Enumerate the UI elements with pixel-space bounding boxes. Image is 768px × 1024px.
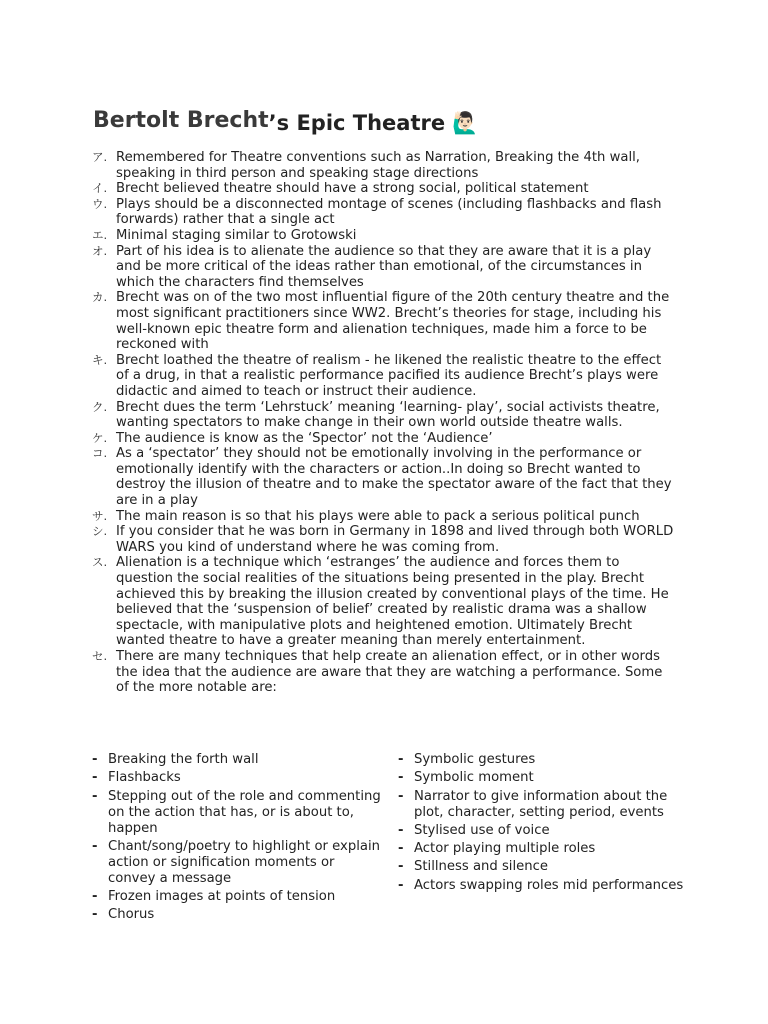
- technique-text: Breaking the forth wall: [108, 752, 259, 767]
- list-marker: シ.: [92, 524, 108, 539]
- list-marker: ウ.: [92, 196, 108, 211]
- list-item-text: If you consider that he was born in Germany in 1898 and lived through both WORLD WARS you kind of understand where he was coming from.: [116, 524, 674, 555]
- list-item-text: The main reason is so that his plays were able to pack a serious political punch: [116, 508, 640, 524]
- technique-item: [398, 859, 688, 875]
- title-rest: ’s Epic Theatre 🙋🏻‍♂️: [268, 111, 479, 135]
- list-item-text: Remembered for Theatre conventions such as Narration, Breaking the 4th wall, speaking in third person and speaking stage directions: [116, 150, 640, 181]
- bullet-dash: -: [398, 859, 404, 875]
- list-marker: ア.: [92, 150, 108, 164]
- technique-text: Symbolic gestures: [414, 752, 536, 767]
- list-item: [92, 228, 677, 244]
- list-item-text: Part of his idea is to alienate the audience so that they are aware that it is a play and be more critical of the ideas rather than emotional, of the circumstances in which the characters find themselves: [116, 243, 652, 290]
- technique-text: Chant/song/poetry to highlight or explain action or signification moments or convey a message: [108, 838, 380, 886]
- bullet-dash: -: [398, 822, 404, 838]
- technique-text: Stillness and silence: [414, 859, 548, 875]
- bullet-dash: -: [92, 770, 98, 786]
- bullet-dash: -: [398, 841, 404, 857]
- list-marker: サ.: [92, 508, 108, 523]
- list-item: [92, 524, 677, 555]
- list-item-text: The audience is know as the ‘Spector’ not the ‘Audience’: [116, 430, 493, 446]
- bullet-dash: -: [92, 838, 98, 854]
- bullet-dash: -: [92, 907, 98, 923]
- list-marker: ク.: [92, 399, 108, 414]
- bullet-dash: -: [398, 877, 404, 893]
- technique-item: [398, 823, 688, 839]
- technique-text: Actors swapping roles mid performances: [414, 877, 684, 893]
- technique-item: [92, 752, 382, 768]
- bullet-dash: -: [398, 752, 404, 767]
- list-item-text: Alienation is a technique which ‘estranges’ the audience and forces them to question the social realities of the situations being presented in the play. Brecht achieved this by breaking the illusion created by conventional plays of the time. He believed that the ‘suspension of belief’ created by realistic drama was a shallow spectacle, with manipulative plots and heightened emotion. Ultimately Brecht wanted theatre to have a greater meaning than merely entertainment.: [116, 555, 669, 649]
- technique-text: Chorus: [108, 907, 155, 923]
- list-item-text: Brecht loathed the theatre of realism - he likened the realistic theatre to the effect of a drug, in that a realistic performance pacified its audience Brecht’s plays were didactic and aimed to teach or instruct their audience.: [116, 352, 662, 399]
- bullet-dash: -: [398, 788, 404, 804]
- technique-text: Frozen images at points of tension: [108, 889, 336, 905]
- technique-item: [92, 770, 382, 786]
- list-item-text: Minimal staging similar to Grotowski: [116, 227, 357, 243]
- list-marker: セ.: [92, 649, 108, 663]
- list-item: [92, 431, 677, 447]
- list-item: [92, 649, 677, 696]
- list-marker: オ.: [92, 243, 108, 258]
- list-item: [92, 290, 677, 352]
- title-name: Bertolt Brecht: [93, 108, 269, 133]
- technique-item: [398, 789, 688, 821]
- list-item-text: Brecht was on of the two most influential figure of the 20th century theatre and the most significant practitioners since WW2. Brecht’s theories for stage, including his well-known epic theatre form and alienation techniques, made him a force to be reckoned with: [116, 290, 670, 353]
- technique-item: [92, 789, 382, 837]
- technique-item: [92, 839, 382, 887]
- list-item: [92, 244, 677, 291]
- technique-text: Stepping out of the role and commenting on the action that has, or is about to, happen: [108, 788, 381, 836]
- bullet-dash: -: [92, 889, 98, 905]
- list-marker: キ.: [92, 352, 108, 367]
- list-item: [92, 400, 677, 431]
- list-item: [92, 150, 677, 181]
- technique-text: Symbolic moment: [414, 770, 534, 786]
- list-item: [92, 446, 677, 508]
- technique-text: Actor playing multiple roles: [414, 841, 596, 857]
- techniques-right-column: [398, 752, 688, 896]
- techniques-left-column: [92, 752, 382, 926]
- list-item-text: Brecht believed theatre should have a strong social, political statement: [116, 181, 589, 197]
- list-item-text: There are many techniques that help create an alienation effect, or in other words the idea that the audience are aware that they are watching a performance. Some of the more notable are:: [116, 649, 663, 696]
- list-item-text: As a ‘spectator’ they should not be emotionally involving in the performance or emotionally identify with the characters or action..In doing so Brecht wanted to destroy the illusion of theatre and to make the spectator aware of the fact that they are in a play: [116, 446, 672, 509]
- technique-text: Stylised use of voice: [414, 822, 550, 838]
- list-marker: ス.: [92, 555, 108, 570]
- technique-text: Flashbacks: [108, 770, 181, 786]
- list-marker: コ.: [92, 446, 108, 461]
- bullet-dash: -: [92, 788, 98, 804]
- list-marker: エ.: [92, 227, 108, 242]
- page-title: [93, 108, 479, 133]
- list-item: [92, 181, 677, 197]
- list-marker: イ.: [92, 181, 108, 196]
- technique-item: [92, 907, 382, 923]
- list-item: [92, 353, 677, 400]
- numbered-list: [92, 150, 677, 696]
- bullet-dash: -: [92, 752, 98, 767]
- list-marker: ケ.: [92, 430, 108, 445]
- technique-item: [398, 752, 688, 768]
- technique-item: [398, 878, 688, 894]
- list-item: [92, 197, 677, 228]
- technique-item: [92, 889, 382, 905]
- list-item: [92, 509, 677, 525]
- technique-item: [398, 841, 688, 857]
- bullet-dash: -: [398, 770, 404, 786]
- list-item-text: Brecht dues the term ‘Lehrstuck’ meaning ‘learning- play’, social activists theatre, wanting spectators to make change in their own world outside theatre walls.: [116, 399, 660, 431]
- list-item-text: Plays should be a disconnected montage of scenes (including flashbacks and flash forwards) rather that a single act: [116, 196, 662, 228]
- technique-item: [398, 770, 688, 786]
- technique-text: Narrator to give information about the plot, character, setting period, events: [414, 788, 668, 820]
- list-marker: カ.: [92, 290, 108, 305]
- list-item: [92, 555, 677, 649]
